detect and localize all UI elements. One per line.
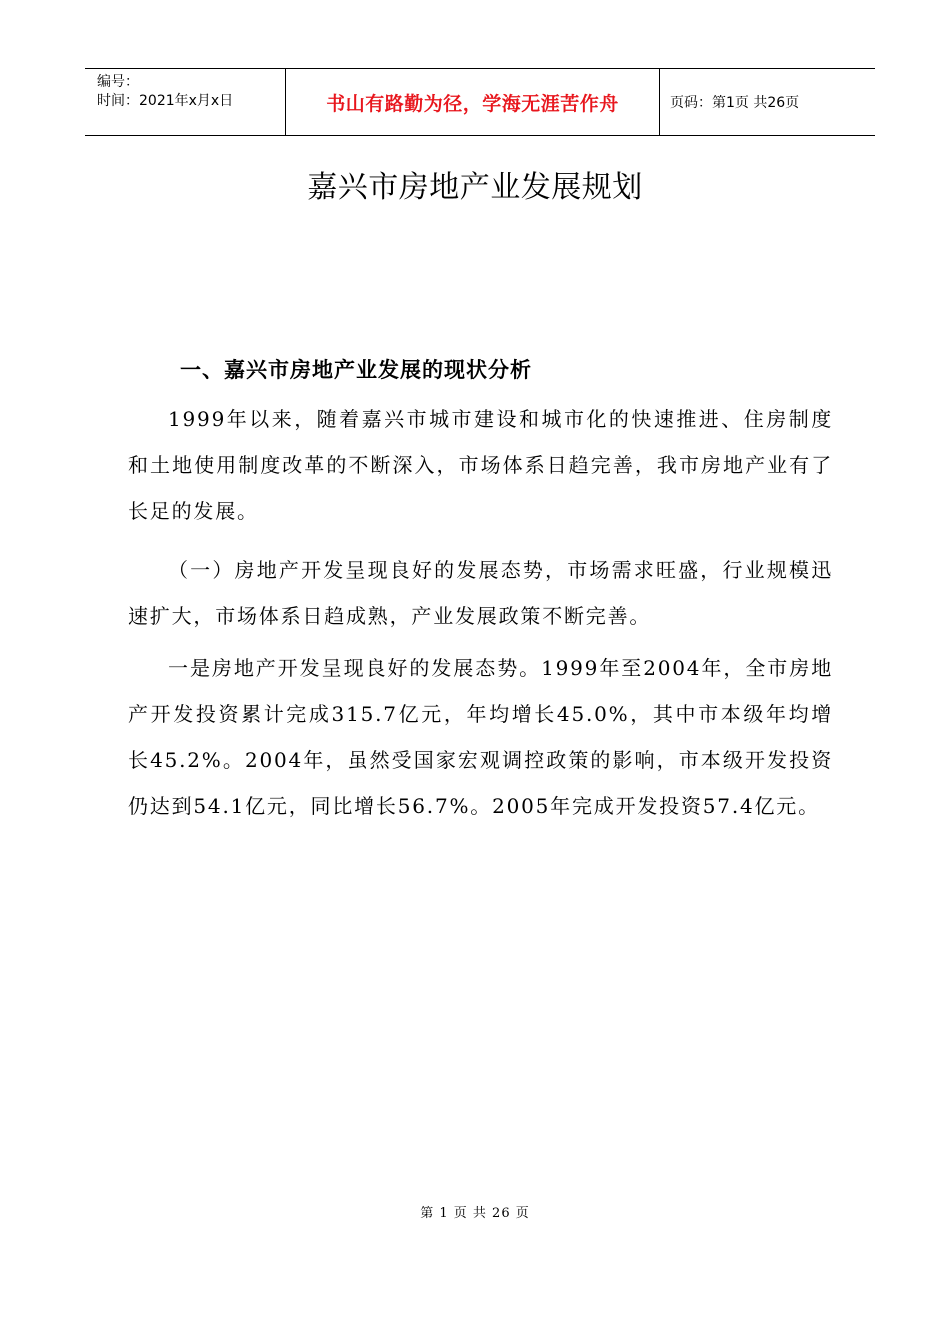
header-page-info: 页码：第1页 共26页 [670, 95, 800, 111]
serial-number-label: 编号： [97, 74, 139, 90]
section-heading: 一、嘉兴市房地产业发展的现状分析 [180, 358, 532, 382]
document-title: 嘉兴市房地产业发展规划 [307, 170, 643, 205]
paragraph: 一是房地产开发呈现良好的发展态势。1999年至2004年，全市房地产开发投资累计完成315.7亿元，年均增长45.0%，其中市本级年均增长45.2%。2004年，虽然受国家宏观调控政策的影响，市本级开发投资仍达到54.1亿元，同比增长56.7%。2005年完成开发投资57.4亿元。 [128, 656, 833, 818]
document-header [85, 68, 875, 136]
page-footer: 第 1 页 共 26 页 [420, 1206, 530, 1221]
header-motto: 书山有路勤为径，学海无涯苦作舟 [286, 69, 660, 135]
date-label: 时间：2021年x月x日 [97, 93, 234, 109]
header-meta [85, 69, 286, 135]
paragraph: 1999年以来，随着嘉兴市城市建设和城市化的快速推进、住房制度和土地使用制度改革的不断深入，市场体系日趋完善，我市房地产业有了长足的发展。 [128, 407, 833, 523]
paragraph: （一）房地产开发呈现良好的发展态势，市场需求旺盛，行业规模迅速扩大，市场体系日趋成熟，产业发展政策不断完善。 [128, 558, 833, 628]
